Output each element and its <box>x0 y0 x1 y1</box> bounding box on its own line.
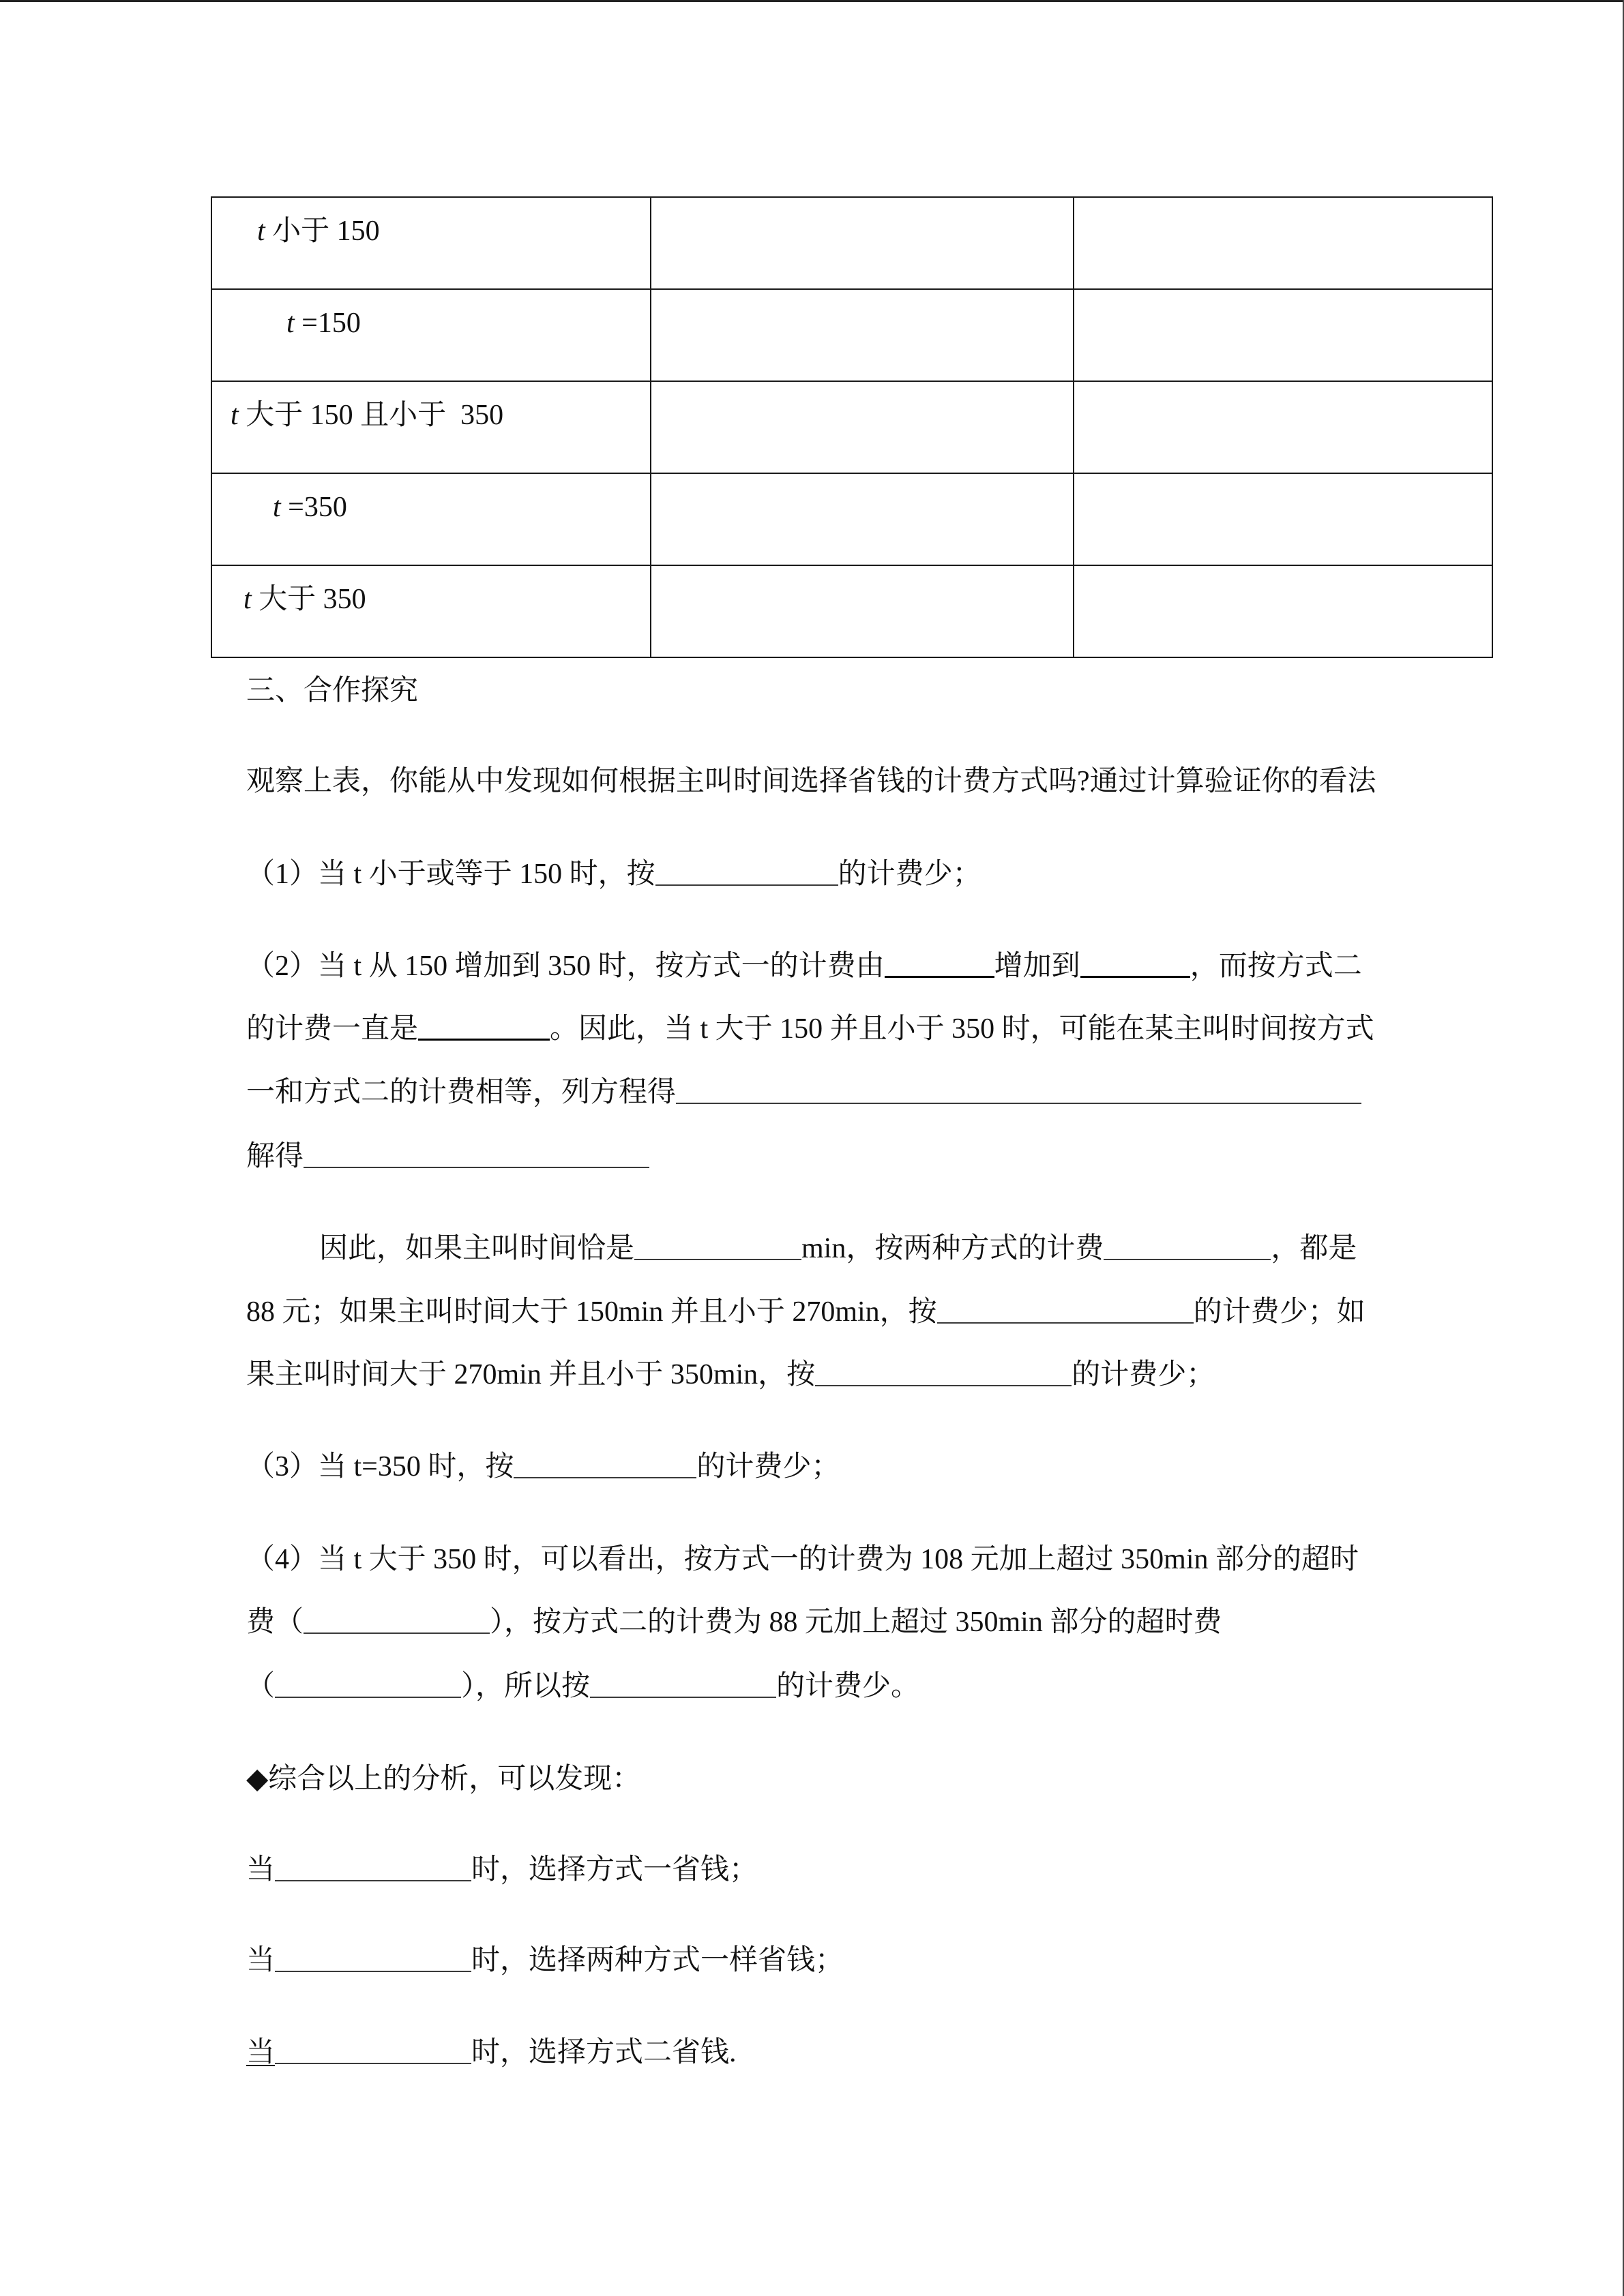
condition-cell <box>211 289 651 381</box>
empty-cell <box>1074 473 1492 565</box>
analysis-line-2 <box>246 1294 1365 1330</box>
question-text: （4）当 t 大于 350 时，可以看出，按方式一的计费为 108 元加上超过 350min 部分的超时 <box>246 1544 1359 1575</box>
condition-cell <box>211 473 651 565</box>
question-text: 增加到 <box>994 951 1080 982</box>
question-text: 的计费少。 <box>776 1671 920 1702</box>
analysis-text: 88 元；如果主叫时间大于 150min 并且小于 270min，按 <box>246 1296 937 1328</box>
question-text: ），所以按 <box>461 1671 591 1702</box>
question-text: 。因此，当 t 大于 150 并且小于 350 时，可能在某主叫时间按方式 <box>550 1013 1374 1045</box>
answer-blank <box>418 1039 550 1041</box>
analysis-line-1 <box>319 1231 1357 1266</box>
summary-item <box>246 2035 737 2070</box>
condition-text: =150 <box>301 308 361 339</box>
summary-item <box>246 1852 758 1888</box>
empty-cell <box>1074 565 1492 657</box>
analysis-line-3 <box>246 1357 1215 1392</box>
variable-t: t <box>286 308 295 339</box>
question-text: 的计费少； <box>696 1451 840 1482</box>
question-text: （ <box>246 1671 276 1702</box>
question-text: （3）当 t=350 时，按 <box>246 1451 514 1482</box>
billing-table-body <box>211 197 1492 657</box>
table-row <box>211 565 1492 657</box>
question-text: 一和方式二的计费相等，列方程得 <box>246 1077 677 1108</box>
question-text: ），按方式二的计费为 88 元加上超过 350min 部分的超时费 <box>490 1607 1222 1638</box>
summary-item <box>246 1943 844 1978</box>
page-top-border <box>0 0 1624 2</box>
answer-blank <box>275 1880 471 1881</box>
table-row <box>211 289 1492 381</box>
analysis-text: 因此，如果主叫时间恰是 <box>319 1233 635 1264</box>
answer-blank <box>275 2063 471 2064</box>
analysis-text: 的计费少； <box>1072 1359 1215 1390</box>
empty-cell <box>651 565 1074 657</box>
summary-prefix: 当 <box>246 2037 276 2068</box>
question-4-line-2 <box>246 1605 1222 1640</box>
question-2-line-3 <box>246 1075 1361 1110</box>
empty-cell <box>651 197 1074 289</box>
question-4-line-3 <box>246 1669 919 1704</box>
answer-blank <box>514 1477 696 1478</box>
question-text: （1）当 t 小于或等于 150 时，按 <box>246 859 655 890</box>
summary-prefix: 当 <box>246 1854 276 1885</box>
answer-blank <box>815 1385 1072 1386</box>
summary-heading: ◆综合以上的分析，可以发现： <box>246 1763 641 1795</box>
question-1 <box>246 856 981 892</box>
condition-text: 大于 350 <box>259 584 366 615</box>
summary-suffix: 时，选择方式一省钱； <box>471 1854 758 1885</box>
empty-cell <box>1074 289 1492 381</box>
variable-t: t <box>243 584 252 615</box>
condition-text: 小于 150 <box>272 215 380 247</box>
question-text: 的计费少； <box>838 859 981 890</box>
variable-t: t <box>231 400 239 431</box>
table-row <box>211 197 1492 289</box>
answer-blank <box>590 1697 776 1698</box>
condition-text: =350 <box>288 492 347 523</box>
condition-cell <box>211 381 651 473</box>
question-text: ，而按方式二 <box>1190 951 1362 982</box>
question-text: 的计费一直是 <box>246 1013 419 1045</box>
answer-blank <box>275 1697 461 1698</box>
answer-blank <box>304 1632 490 1634</box>
empty-cell <box>651 473 1074 565</box>
analysis-text: min，按两种方式的计费 <box>801 1233 1104 1264</box>
question-text: 解得 <box>246 1141 304 1172</box>
empty-cell <box>1074 197 1492 289</box>
question-text: （2）当 t 从 150 增加到 350 时，按方式一的计费由 <box>246 951 885 982</box>
empty-cell <box>651 381 1074 473</box>
analysis-text: ，都是 <box>1271 1233 1357 1264</box>
billing-table <box>211 196 1493 658</box>
intro-text: 观察上表，你能从中发现如何根据主叫时间选择省钱的计费方式吗?通过计算验证你的看法 <box>246 766 1376 797</box>
condition-cell <box>211 565 651 657</box>
answer-blank <box>1080 976 1190 978</box>
answer-blank <box>275 1971 471 1972</box>
condition-text: 大于 150 且小于 350 <box>246 400 504 431</box>
section-title: 三、合作探究 <box>246 675 419 706</box>
analysis-text: 的计费少；如 <box>1193 1296 1365 1328</box>
question-3 <box>246 1449 840 1485</box>
answer-blank <box>937 1322 1194 1324</box>
answer-blank <box>655 884 838 886</box>
answer-blank <box>634 1259 801 1260</box>
answer-blank <box>885 976 994 978</box>
solution-blank <box>304 1167 649 1168</box>
question-2-line-1 <box>246 949 1362 984</box>
summary-suffix: 时，选择两种方式一样省钱； <box>471 1945 844 1976</box>
variable-t: t <box>273 492 281 523</box>
question-2-line-4 <box>246 1139 649 1174</box>
question-2-line-2 <box>246 1011 1374 1047</box>
empty-cell <box>651 289 1074 381</box>
table-row <box>211 473 1492 565</box>
equation-blank <box>676 1103 1361 1104</box>
table-row <box>211 381 1492 473</box>
answer-blank <box>1104 1259 1271 1260</box>
empty-cell <box>1074 381 1492 473</box>
summary-suffix: 时，选择方式二省钱. <box>471 2037 737 2068</box>
analysis-text: 果主叫时间大于 270min 并且小于 350min，按 <box>246 1359 816 1390</box>
summary-prefix: 当 <box>246 1945 276 1976</box>
question-text: 费（ <box>246 1607 304 1638</box>
condition-cell <box>211 197 651 289</box>
question-4-line-1 <box>246 1542 1359 1577</box>
variable-t: t <box>257 215 265 247</box>
